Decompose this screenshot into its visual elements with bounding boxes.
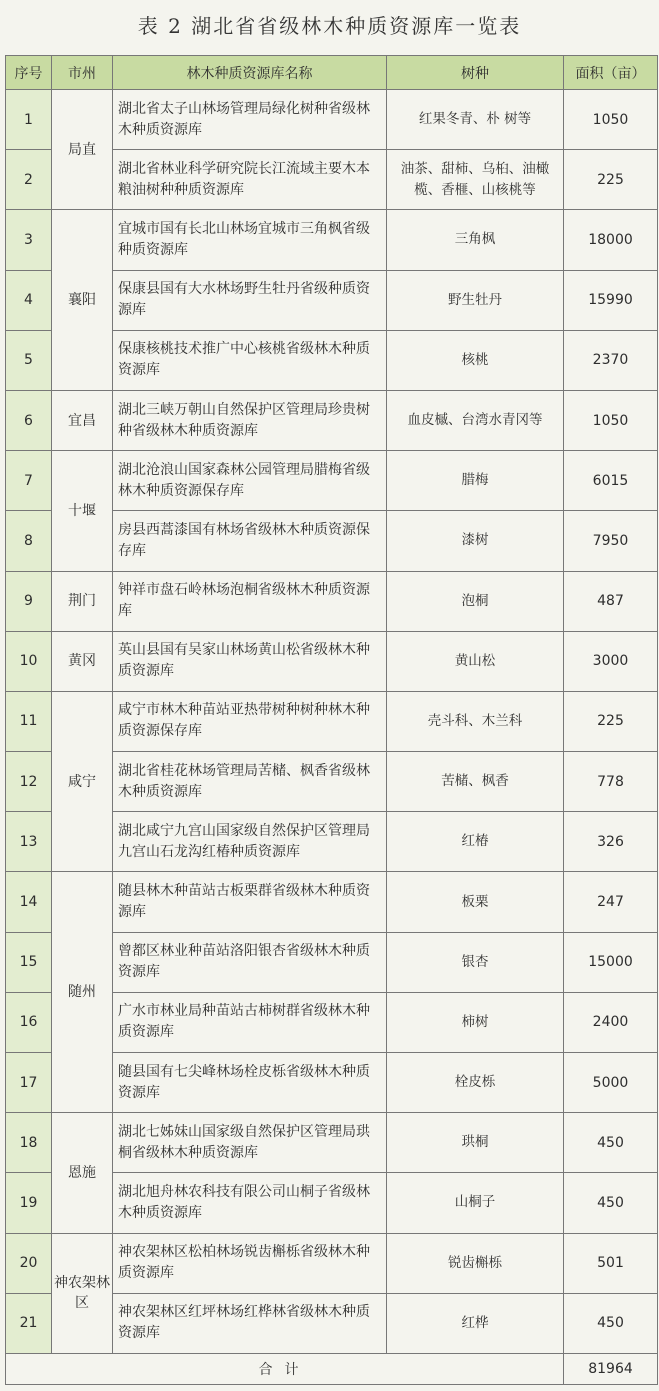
name-cell: 湖北三峡万朝山自然保护区管理局珍贵树种省级林木种质资源库 xyxy=(113,390,387,450)
table-row xyxy=(6,1113,658,1173)
header-name: 林木种质资源库名称 xyxy=(113,56,387,90)
area-cell: 247 xyxy=(564,872,658,932)
name-cell: 神农架林区红坪林场红桦林省级林木种质资源库 xyxy=(113,1293,387,1353)
species-cell: 泡桐 xyxy=(387,571,564,631)
name-cell: 湖北省太子山林场管理局绿化树种省级林木种质资源库 xyxy=(113,90,387,150)
seq-cell: 8 xyxy=(6,511,52,571)
species-cell: 锐齿槲栎 xyxy=(387,1233,564,1293)
city-cell: 荆门 xyxy=(52,571,113,631)
species-cell: 腊梅 xyxy=(387,451,564,511)
species-cell: 红椿 xyxy=(387,812,564,872)
seq-cell: 17 xyxy=(6,1053,52,1113)
city-cell: 十堰 xyxy=(52,451,113,571)
table-row xyxy=(6,571,658,631)
seq-cell: 20 xyxy=(6,1233,52,1293)
name-cell: 广水市林业局种苗站古柿树群省级林木种质资源库 xyxy=(113,992,387,1052)
species-cell: 漆树 xyxy=(387,511,564,571)
table-row xyxy=(6,90,658,150)
header-seq: 序号 xyxy=(6,56,52,90)
area-cell: 501 xyxy=(564,1233,658,1293)
name-cell: 曾都区林业种苗站洛阳银杏省级林木种质资源库 xyxy=(113,932,387,992)
seq-cell: 12 xyxy=(6,752,52,812)
species-cell: 红桦 xyxy=(387,1293,564,1353)
species-cell: 黄山松 xyxy=(387,631,564,691)
species-cell: 柿树 xyxy=(387,992,564,1052)
city-cell: 黄冈 xyxy=(52,631,113,691)
species-cell: 银杏 xyxy=(387,932,564,992)
species-cell: 油茶、甜柿、乌桕、油橄榄、香榧、山核桃等 xyxy=(387,150,564,210)
header-species: 树种 xyxy=(387,56,564,90)
seq-cell: 2 xyxy=(6,150,52,210)
name-cell: 湖北沧浪山国家森林公园管理局腊梅省级林木种质资源保存库 xyxy=(113,451,387,511)
species-cell: 壳斗科、木兰科 xyxy=(387,691,564,751)
species-cell: 栓皮栎 xyxy=(387,1053,564,1113)
city-cell: 宜昌 xyxy=(52,390,113,450)
species-cell: 野生牡丹 xyxy=(387,270,564,330)
seq-cell: 18 xyxy=(6,1113,52,1173)
seq-cell: 3 xyxy=(6,210,52,270)
species-cell: 板栗 xyxy=(387,872,564,932)
name-cell: 咸宁市林木种苗站亚热带树种树种林木种质资源保存库 xyxy=(113,691,387,751)
species-cell: 核桃 xyxy=(387,330,564,390)
header-area: 面积（亩） xyxy=(564,56,658,90)
name-cell: 随县林木种苗站古板栗群省级林木种质资源库 xyxy=(113,872,387,932)
name-cell: 湖北咸宁九宫山国家级自然保护区管理局九宫山石龙沟红椿种质资源库 xyxy=(113,812,387,872)
seq-cell: 13 xyxy=(6,812,52,872)
seq-cell: 6 xyxy=(6,390,52,450)
area-cell: 326 xyxy=(564,812,658,872)
area-cell: 2400 xyxy=(564,992,658,1052)
area-cell: 18000 xyxy=(564,210,658,270)
table-row xyxy=(6,210,658,270)
name-cell: 宜城市国有长北山林场宜城市三角枫省级种质资源库 xyxy=(113,210,387,270)
city-cell: 恩施 xyxy=(52,1113,113,1233)
area-cell: 3000 xyxy=(564,631,658,691)
area-cell: 450 xyxy=(564,1173,658,1233)
area-cell: 487 xyxy=(564,571,658,631)
table-row xyxy=(6,1233,658,1293)
species-cell: 山桐子 xyxy=(387,1173,564,1233)
seq-cell: 9 xyxy=(6,571,52,631)
seq-cell: 4 xyxy=(6,270,52,330)
area-cell: 6015 xyxy=(564,451,658,511)
seq-cell: 5 xyxy=(6,330,52,390)
area-cell: 7950 xyxy=(564,511,658,571)
total-value: 81964 xyxy=(564,1353,658,1384)
seq-cell: 21 xyxy=(6,1293,52,1353)
city-cell: 神农架林区 xyxy=(52,1233,113,1353)
area-cell: 2370 xyxy=(564,330,658,390)
area-cell: 5000 xyxy=(564,1053,658,1113)
name-cell: 保康核桃技术推广中心核桃省级林木种质资源库 xyxy=(113,330,387,390)
area-cell: 1050 xyxy=(564,390,658,450)
table-row xyxy=(6,451,658,511)
name-cell: 湖北省林业科学研究院长江流域主要木本粮油树种种质资源库 xyxy=(113,150,387,210)
seq-cell: 11 xyxy=(6,691,52,751)
seq-cell: 10 xyxy=(6,631,52,691)
seq-cell: 7 xyxy=(6,451,52,511)
name-cell: 钟祥市盘石岭林场泡桐省级林木种质资源库 xyxy=(113,571,387,631)
seq-cell: 16 xyxy=(6,992,52,1052)
name-cell: 湖北省桂花林场管理局苦槠、枫香省级林木种质资源库 xyxy=(113,752,387,812)
name-cell: 随县国有七尖峰林场栓皮栎省级林木种质资源库 xyxy=(113,1053,387,1113)
header-row xyxy=(6,56,658,90)
city-cell: 局直 xyxy=(52,90,113,210)
name-cell: 湖北七姊妹山国家级自然保护区管理局珙桐省级林木种质资源库 xyxy=(113,1113,387,1173)
species-cell: 血皮槭、台湾水青冈等 xyxy=(387,390,564,450)
area-cell: 15990 xyxy=(564,270,658,330)
total-label: 合计 xyxy=(6,1353,564,1384)
name-cell: 房县西蒿漆国有林场省级林木种质资源保存库 xyxy=(113,511,387,571)
name-cell: 保康县国有大水林场野生牡丹省级种质资源库 xyxy=(113,270,387,330)
total-row xyxy=(6,1353,658,1384)
name-cell: 神农架林区松柏林场锐齿槲栎省级林木种质资源库 xyxy=(113,1233,387,1293)
table-row xyxy=(6,390,658,450)
area-cell: 225 xyxy=(564,691,658,751)
seed-bank-table xyxy=(5,55,658,1385)
seq-cell: 19 xyxy=(6,1173,52,1233)
city-cell: 随州 xyxy=(52,872,113,1113)
area-cell: 15000 xyxy=(564,932,658,992)
city-cell: 襄阳 xyxy=(52,210,113,391)
city-cell: 咸宁 xyxy=(52,691,113,872)
table-row xyxy=(6,872,658,932)
seq-cell: 15 xyxy=(6,932,52,992)
table-title: 表 2 湖北省省级林木种质资源库一览表 xyxy=(137,14,522,38)
name-cell: 英山县国有吴家山林场黄山松省级林木种质资源库 xyxy=(113,631,387,691)
area-cell: 450 xyxy=(564,1113,658,1173)
seq-cell: 1 xyxy=(6,90,52,150)
area-cell: 225 xyxy=(564,150,658,210)
species-cell: 三角枫 xyxy=(387,210,564,270)
table-row xyxy=(6,691,658,751)
area-cell: 1050 xyxy=(564,90,658,150)
species-cell: 珙桐 xyxy=(387,1113,564,1173)
area-cell: 450 xyxy=(564,1293,658,1353)
header-city: 市州 xyxy=(52,56,113,90)
seq-cell: 14 xyxy=(6,872,52,932)
area-cell: 778 xyxy=(564,752,658,812)
species-cell: 红果冬青、朴 树等 xyxy=(387,90,564,150)
species-cell: 苦槠、枫香 xyxy=(387,752,564,812)
name-cell: 湖北旭舟林农科技有限公司山桐子省级林木种质资源库 xyxy=(113,1173,387,1233)
table-row xyxy=(6,631,658,691)
